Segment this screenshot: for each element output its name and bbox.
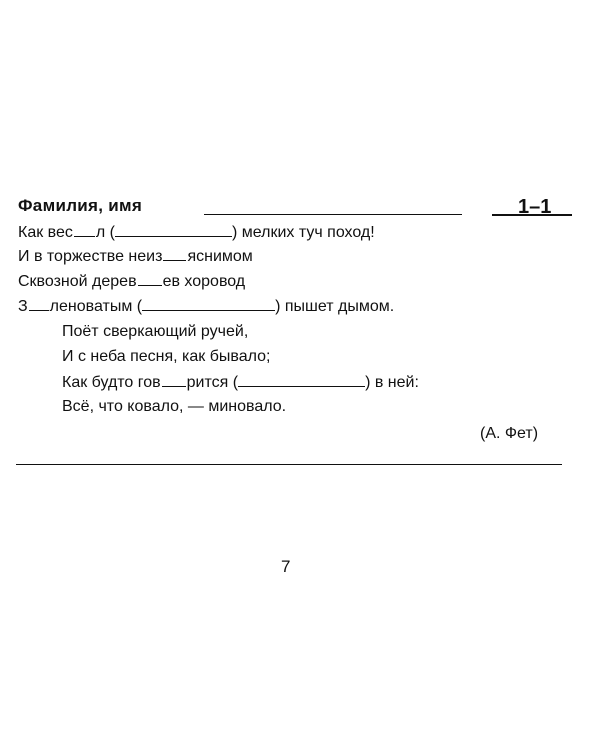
- poem-line-5: Поёт сверкающий ручей,: [62, 323, 249, 340]
- poem-line-1-part-c: ) мелких туч поход!: [232, 224, 375, 241]
- poem-line-3-part-b: ев хоровод: [162, 273, 246, 290]
- poem-line-7-part-b: рится (: [186, 374, 239, 391]
- name-field-label: Фамилия, имя: [18, 196, 143, 215]
- poem-line-4: [18, 296, 394, 317]
- poem-line-2-part-b: яснимом: [187, 248, 253, 265]
- poem-line-6: И с неба песня, как бывало;: [62, 348, 271, 365]
- letter-gap: [162, 372, 186, 387]
- poem-line-3-part-a: Сквозной дерев: [18, 273, 137, 290]
- poem-line-2-part-a: И в торжестве неиз: [18, 248, 163, 265]
- poem-line-7-part-c: ) в ней:: [365, 374, 419, 391]
- poem-line-4-part-a: З: [18, 298, 28, 315]
- name-field-blank: [204, 214, 462, 215]
- poem-line-1: [18, 222, 375, 243]
- answer-line: [16, 464, 562, 465]
- letter-gap: [74, 222, 95, 237]
- exercise-code: 1–1: [518, 196, 552, 218]
- letter-gap: [163, 246, 186, 261]
- poem-line-7-part-a: Как будто гов: [62, 374, 161, 391]
- poem-line-1-part-b: л (: [95, 224, 115, 241]
- poem-line-7: [62, 372, 419, 393]
- exercise-code-underline: [492, 214, 572, 216]
- poem-line-3: [18, 271, 245, 292]
- page-number: 7: [281, 557, 291, 576]
- word-blank: [142, 296, 275, 311]
- poem-line-4-part-b: леноватым (: [49, 298, 143, 315]
- poem-line-1-part-a: Как вес: [18, 224, 73, 241]
- poem-author: (А. Фет): [480, 425, 539, 442]
- word-blank: [115, 222, 232, 237]
- poem-line-8: Всё, что ковало, — миновало.: [62, 398, 287, 415]
- letter-gap: [29, 296, 49, 311]
- word-blank: [238, 372, 365, 387]
- header: [18, 196, 558, 220]
- letter-gap: [138, 271, 162, 286]
- poem-line-4-part-c: ) пышет дымом.: [275, 298, 395, 315]
- poem-line-2: [18, 246, 253, 267]
